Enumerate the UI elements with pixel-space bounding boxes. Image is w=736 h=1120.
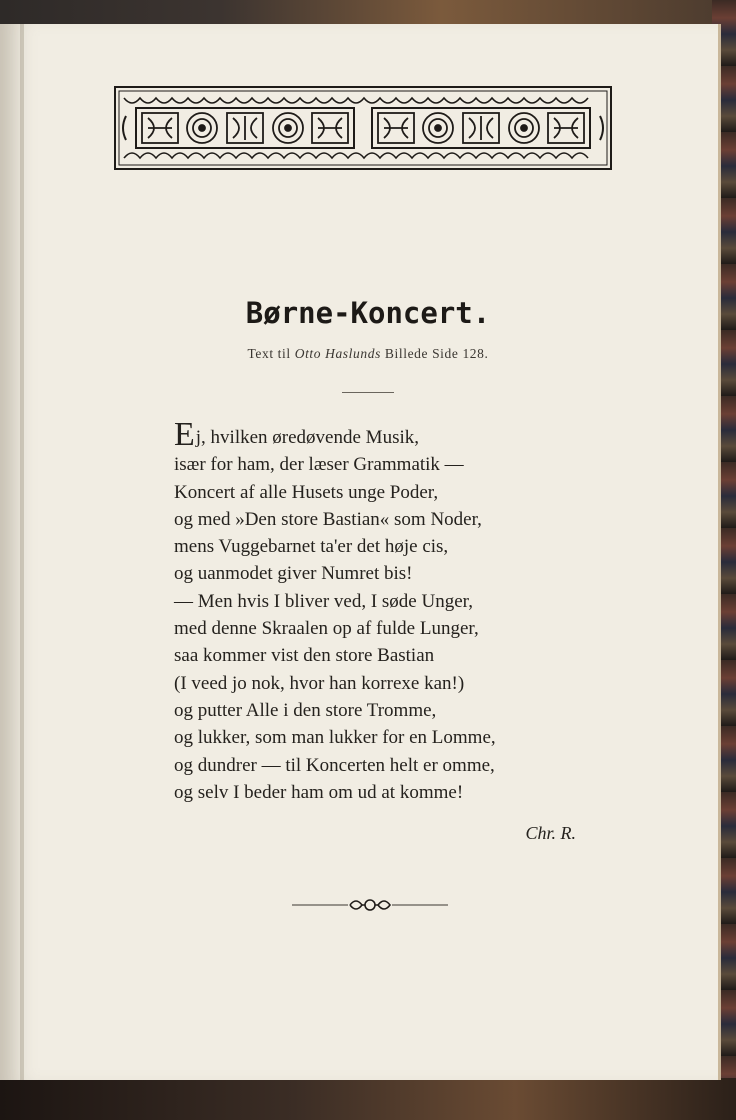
poem-line: og putter Alle i den store Tromme, bbox=[174, 699, 437, 721]
poem-line: og dundrer — til Koncerten helt er omme, bbox=[174, 754, 495, 776]
floral-tailpiece-icon bbox=[292, 894, 448, 916]
poem-line: og uanmodet giver Numret bis! bbox=[174, 563, 413, 585]
ornamental-border-icon bbox=[114, 86, 612, 170]
subtitle-suffix: Billede Side 128. bbox=[384, 346, 489, 361]
poem-line: — Men hvis I bliver ved, I søde Unger, bbox=[174, 590, 473, 612]
subtitle bbox=[0, 346, 736, 362]
poem bbox=[174, 416, 604, 806]
author-signature: Chr. R. bbox=[525, 823, 576, 843]
poem-line: saa kommer vist den store Bastian bbox=[174, 645, 435, 667]
poem-line: Koncert af alle Husets unge Poder, bbox=[174, 481, 439, 503]
poem-line: og lukker, som man lukker for en Lomme, bbox=[174, 727, 496, 749]
poem-line: og med »Den store Bastian« som Noder, bbox=[174, 508, 482, 530]
title-divider bbox=[342, 392, 394, 393]
poem-line: mens Vuggebarnet ta'er det høje cis, bbox=[174, 536, 449, 558]
poem-line: Ej, hvilken øredøvende Musik, bbox=[174, 416, 419, 453]
poem-line: med denne Skraalen op af fulde Lunger, bbox=[174, 618, 479, 640]
page-gutter-shadow bbox=[20, 24, 24, 1080]
page-title: Børne-Koncert. bbox=[245, 296, 491, 330]
subtitle-prefix: Text til bbox=[247, 346, 291, 361]
poem-line: især for ham, der læser Grammatik — bbox=[174, 454, 464, 476]
poem-line: (I veed jo nok, hvor han korrexe kan!) bbox=[174, 672, 465, 694]
book-binding-bottom bbox=[0, 1078, 736, 1120]
drop-cap: E bbox=[174, 416, 195, 453]
subtitle-author: Otto Haslunds bbox=[294, 346, 381, 361]
poem-line: og selv I beder ham om ud at komme! bbox=[174, 781, 464, 803]
